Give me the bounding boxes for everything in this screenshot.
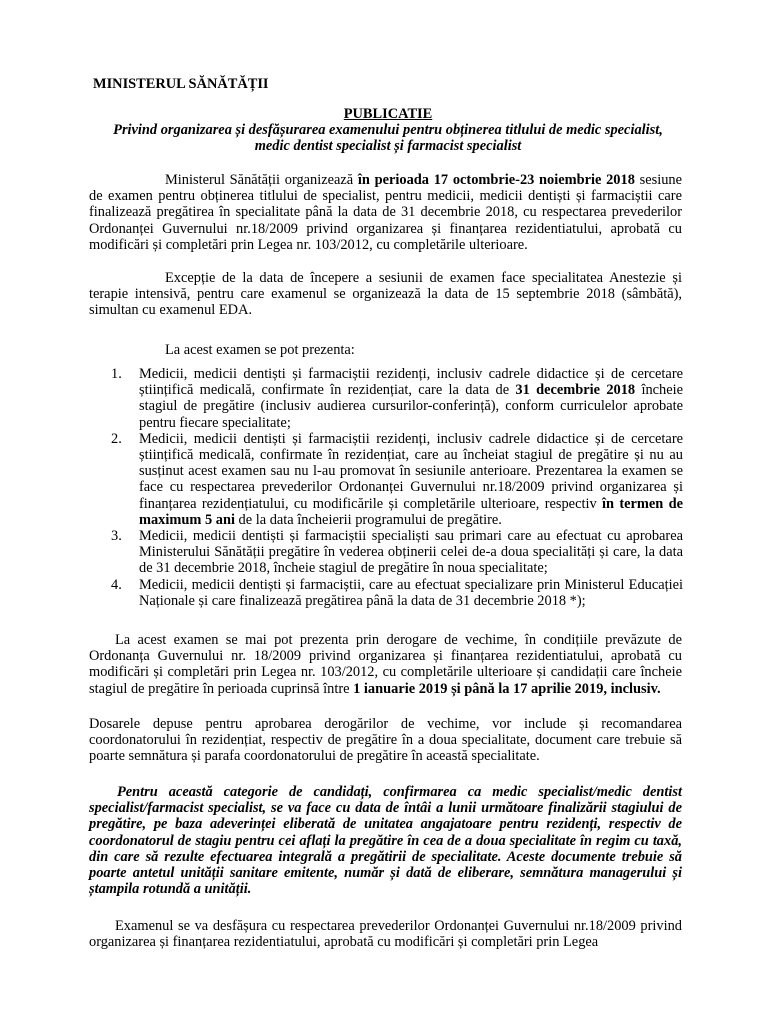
document-title: PUBLICATIE bbox=[343, 106, 433, 122]
subtitle-line-1: Privind organizarea și desfășurarea examenului pentru obținerea titlului de medic specialist, bbox=[113, 122, 663, 138]
eligibility-list bbox=[111, 366, 683, 609]
paragraph-session-dates: Ministerul Sănătății organizează în perioada 17 octombrie-23 noiembrie 2018 sesiune de examen pentru obținerea titlului de specialist, pentru medicii, medicii dentiști și farmaciștii care finalizează pregătirea în specialitate până la data de 31 decembrie 2018, cu respectarea prevederilor Ordonanței Guvernului nr.18/2009 privind organizarea și finanțarea rezidentiatului, aprobată cu modificări și completări prin Legea nr. 103/2012, cu completările ulterioare. bbox=[89, 172, 682, 253]
paragraph-dossiers: Dosarele depuse pentru aprobarea derogărilor de vechime, vor include și recomandarea coordonatorului în rezidențiat, respectiv de pregătire în a doua specialitate, document care trebuie să poarte semnătura și parafa coordonatorului de pregătire în această specialitate. bbox=[89, 716, 682, 765]
paragraph-confirmation: Pentru această categorie de candidați, confirmarea ca medic specialist/medic dentist specialist/farmacist specialist, se va face cu data de întâi a lunii următoare finalizării stagiului de pregătire, pe baza adeverinței eliberată de unitatea angajatoare pentru rezidenți, respectiv de coordonatorul de stagiu pentru cei aflați la pregătire în cea de a doua specialitate în regim cu taxă, din care să rezulte efectuarea integrală a pregătirii de specialitate. Aceste documente trebuie să poarte antetul unității sanitare emitente, număr și dată de eliberare, semnătura managerului și ștampila rotundă a unității. bbox=[89, 784, 682, 898]
paragraph-exception: Excepție de la data de începere a sesiunii de examen face specialitatea Anestezie și terapie intensivă, pentru care examenul se organizează la data de 15 septembrie 2018 (sâmbătă), simultan cu examenul EDA. bbox=[89, 270, 682, 319]
list-item: 1. Medicii, medicii dentiști și farmaciștii rezidenți, inclusiv cadrele didactice și de cercetare științifică medicală, confirmate în rezidențiat, care la data de 31 decembrie 2018 încheie stagiul de pregătire (inclusiv audierea cursurilor-conferință), conform curriculelor aprobate pentru fiecare specialitate; bbox=[111, 366, 683, 431]
list-item: 4. Medicii, medicii dentiști și farmaciștii, care au efectuat specializare prin Ministerul Educației Naționale și care finalizează pregătirea până la data de 31 decembrie 2018 *); bbox=[111, 576, 683, 609]
document-subtitle bbox=[93, 122, 683, 154]
list-item: 2. Medicii, medicii dentiști și farmaciștii rezidenți, inclusiv cadrele didactice și de cercetare științifică medicală, confirmate în rezidențiat, care au încheiat stagiul de pregătire și nu au susținut acest examen sau nu l-au promovat în sesiunile anterioare. Prezentarea la examen se face cu respectarea prevederilor Ordonanței Guvernului nr.18/2009 privind organizarea și finanțarea rezidențiatului, cu modificările și completările ulterioare, respectiv în termen de maximum 5 ani de la data încheierii programului de pregătire. bbox=[111, 430, 683, 528]
paragraph-derogation: La acest examen se mai pot prezenta prin derogare de vechime, în condițiile prevăzute de Ordonanța Guvernului nr. 18/2009 privind organizarea și finanțarea rezidentiatului, aprobată cu modificări și completări prin Legea nr. 103/2012, cu completările ulterioare și candidații care încheie stagiul de pregătire în perioada cuprinsă între 1 ianuarie 2019 și până la 17 aprilie 2019, inclusiv. bbox=[89, 632, 682, 697]
paragraph-exam-conduct: Examenul se va desfășura cu respectarea prevederilor Ordonanței Guvernului nr.18/2009 privind organizarea și finanțarea rezidentiatului, aprobată cu modificări și completări prin Legea bbox=[89, 918, 682, 951]
ministry-heading: MINISTERUL SĂNĂTĂȚII bbox=[93, 76, 269, 92]
list-item: 3. Medicii, medicii dentiști și farmaciștii specialiști sau primari care au efectuat cu aprobarea Ministerului Sănătății pregătire în vederea obținerii celei de-a doua specialități și care, la data de 31 decembrie 2018, încheie stagiul de pregătire în noua specialitate; bbox=[111, 528, 683, 577]
subtitle-line-2: medic dentist specialist și farmacist specialist bbox=[254, 138, 522, 155]
paragraph-eligibility-intro: La acest examen se pot prezenta: bbox=[165, 342, 355, 358]
session-period: în perioada 17 octombrie-23 noiembrie 2018 bbox=[357, 172, 635, 188]
derogation-period: 1 ianuarie 2019 și până la 17 aprilie 2019, inclusiv. bbox=[353, 680, 661, 697]
